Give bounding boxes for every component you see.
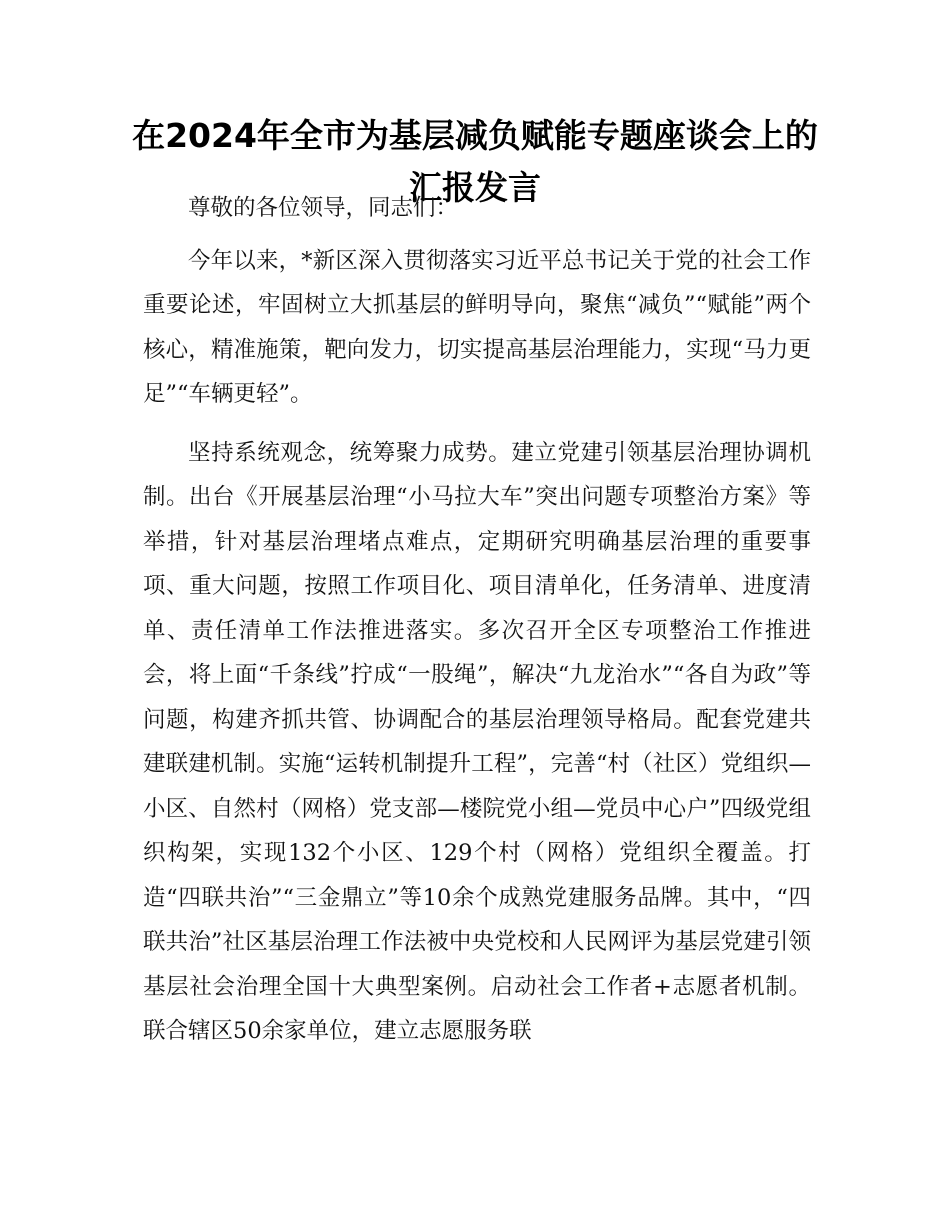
paragraph-intro: 今年以来，*新区深入贯彻落实习近平总书记关于党的社会工作重要论述，牢固树立大抓基层的鲜明导向，聚焦“减负”“赋能”两个核心，精准施策，靶向发力，切实提高基层治理能力，实现“马力更足”“车辆更轻”。	[143, 247, 811, 407]
document-body	[143, 186, 811, 1054]
document-title: 在2024年全市为基层减负赋能专题座谈会上的汇报发言	[132, 116, 818, 207]
salutation: 尊敬的各位领导，同志们：	[188, 195, 459, 221]
paragraph-system-view: 坚持系统观念，统筹聚力成势。建立党建引领基层治理协调机制。出台《开展基层治理“小马拉大车”突出问题专项整治方案》等举措，针对基层治理堵点难点，定期研究明确基层治理的重要事项、重大问题，按照工作项目化、项目清单化，任务清单、进度清单、责任清单工作法推进落实。多次召开全区专项整治工作推进会，将上面“千条线”拧成“一股绳”，解决“九龙治水”“各自为政”等问题，构建齐抓共管、协调配合的基层治理领导格局。配套党建共建联建机制。实施“运转机制提升工程”，完善“村（社区）党组织—小区、自然村（网格）党支部—楼院党小组—党员中心户”四级党组织构架，实现132个小区、129个村（网格）党组织全覆盖。打造“四联共治”“三金鼎立”等10余个成熟党建服务品牌。其中，“四联共治”社区基层治理工作法被中央党校和人民网评为基层党建引领基层社会治理全国十大典型案例。启动社会工作者+志愿者机制。联合辖区50余家单位，建立志愿服务联	[143, 439, 811, 1044]
